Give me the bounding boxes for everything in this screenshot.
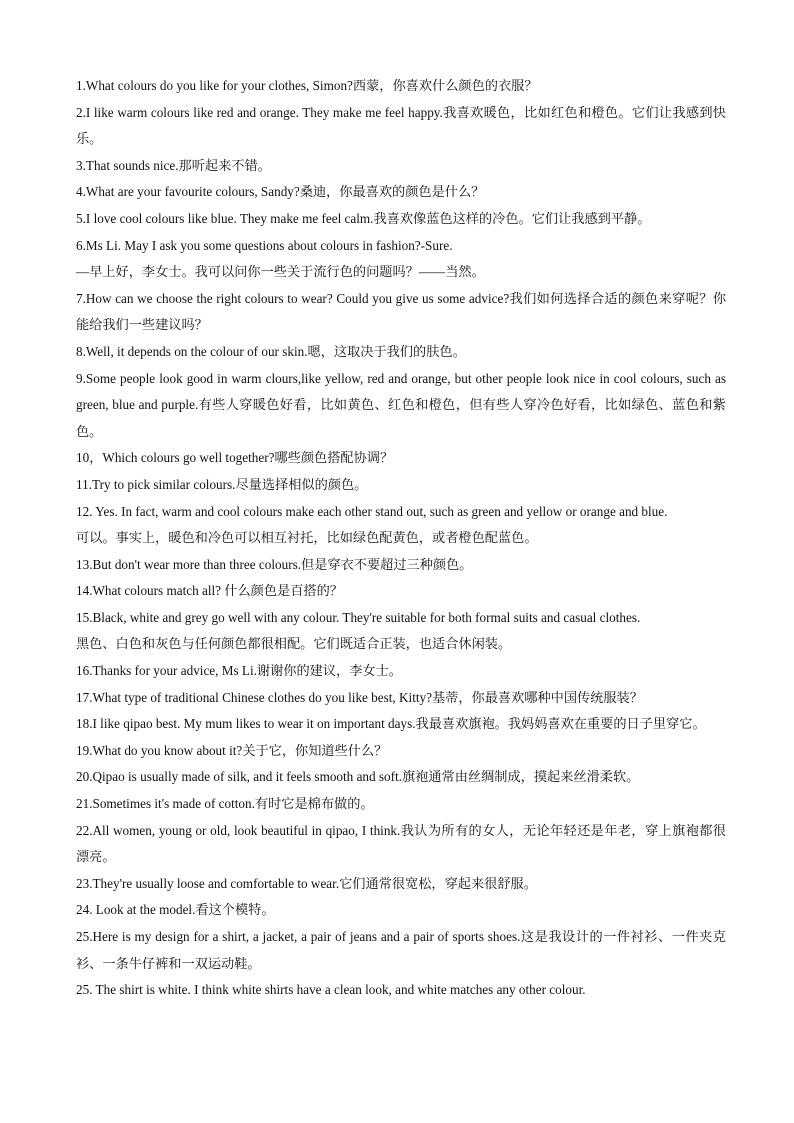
paragraph-4: 4.What are your favourite colours, Sandy?桑迪，你最喜欢的颜色是什么？ [76, 184, 485, 200]
paragraph-20: 20.Qipao is usually made of silk, and it feels smooth and soft.旗袍通常由丝绸制成，摸起来丝滑柔软。 [76, 769, 640, 785]
paragraph-25: 25.Here is my design for a shirt, a jacket, a pair of jeans and a pair of sports shoes.这是我设计的一件衬衫、一件夹克衫、一条牛仔裤和一双运动鞋。 [76, 929, 726, 971]
paragraph-18: 18.I like qipao best. My mum likes to wear it on important days.我最喜欢旗袍。我妈妈喜欢在重要的日子里穿它。 [76, 716, 706, 732]
paragraph-6: 6.Ms Li. May I ask you some questions about colours in fashion?-Sure. [76, 237, 453, 253]
paragraph-6-translation: —早上好，李女士。我可以问你一些关于流行色的问题吗？——当然。 [76, 264, 485, 280]
paragraph-21: 21.Sometimes it's made of cotton.有时它是棉布做的。 [76, 796, 374, 812]
paragraph-2: 2.I like warm colours like red and orange. They make me feel happy.我喜欢暖色，比如红色和橙色。它们让我感到快乐。 [76, 104, 726, 147]
paragraph-13: 13.But don't wear more than three colours.但是穿衣不要超过三种颜色。 [76, 556, 473, 572]
document-body [76, 73, 726, 1004]
paragraph-22: 22.All women, young or old, look beautiful in qipao, I think.我认为所有的女人，无论年轻还是年老，穿上旗袍都很漂亮。 [76, 822, 726, 865]
paragraph-12: 12. Yes. In fact, warm and cool colours make each other stand out, such as green and yellow or orange and blue. [76, 503, 668, 519]
paragraph-3: 3.That sounds nice.那听起来不错。 [76, 157, 271, 173]
paragraph-24: 24. Look at the model.看这个模特。 [76, 902, 275, 918]
paragraph-15: 15.Black, white and grey go well with any colour. They're suitable for both formal suits and casual clothes. [76, 609, 641, 625]
paragraph-19: 19.What do you know about it?关于它，你知道些什么？ [76, 742, 388, 758]
paragraph-11: 11.Try to pick similar colours.尽量选择相似的颜色。 [76, 476, 368, 492]
paragraph-25b: 25. The shirt is white. I think white shirts have a clean look, and white matches any other colour. [76, 982, 586, 998]
paragraph-23: 23.They're usually loose and comfortable to wear.它们通常很宽松，穿起来很舒服。 [76, 875, 537, 891]
paragraph-5: 5.I love cool colours like blue. They make me feel calm.我喜欢像蓝色这样的冷色。它们让我感到平静。 [76, 210, 651, 226]
paragraph-12-translation: 可以。事实上，暖色和冷色可以相互衬托，比如绿色配黄色，或者橙色配蓝色。 [76, 530, 538, 546]
paragraph-8: 8.Well, it depends on the colour of our skin.嗯，这取决于我们的肤色。 [76, 343, 466, 359]
paragraph-10: 10，Which colours go well together?哪些颜色搭配协调？ [76, 450, 394, 466]
paragraph-1: 1.What colours do you like for your clothes, Simon?西蒙，你喜欢什么颜色的衣服？ [76, 78, 538, 93]
paragraph-15-translation: 黑色、白色和灰色与任何颜色都很相配。它们既适合正装，也适合休闲装。 [76, 636, 512, 652]
paragraph-7: 7.How can we choose the right colours to wear? Could you give us some advice?我们如何选择合适的颜色来穿呢？你能给我们一些建议吗？ [76, 290, 726, 333]
paragraph-9: 9.Some people look good in warm clours,like yellow, red and orange, but other people look nice in cool colours, such as green, blue and purple.有些人穿暖色好看，比如黄色、红色和橙色，但有些人穿冷色好看，比如绿色、蓝色和紫色。 [76, 370, 726, 439]
paragraph-14: 14.What colours match all? 什么颜色是百搭的？ [76, 583, 343, 599]
paragraph-16: 16.Thanks for your advice, Ms Li.谢谢你的建议，李女士。 [76, 663, 402, 679]
paragraph-17: 17.What type of traditional Chinese clothes do you like best, Kitty?基蒂，你最喜欢哪种中国传统服装？ [76, 689, 643, 705]
